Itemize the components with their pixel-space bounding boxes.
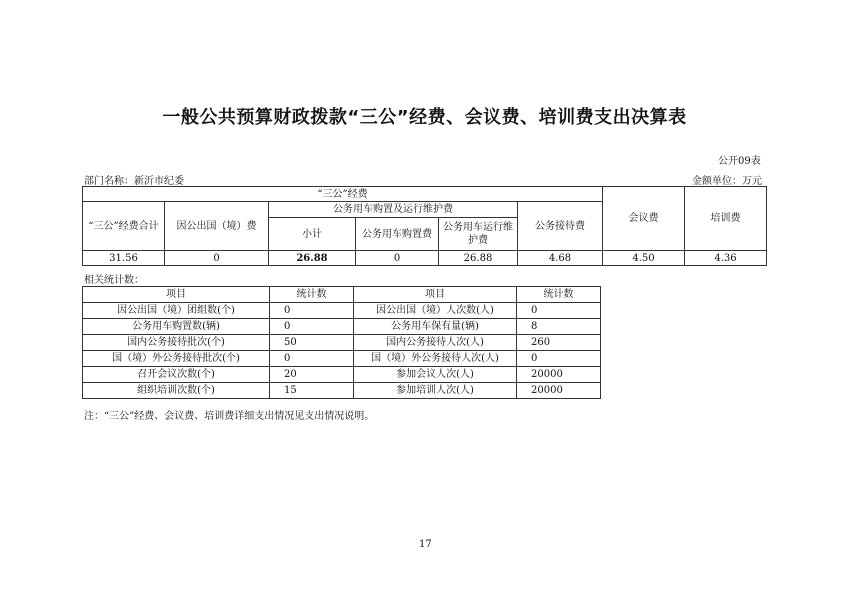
table-row <box>83 351 601 367</box>
value-operate: 26.88 <box>439 251 518 266</box>
stats-item: 国内公务接待批次(个) <box>83 335 270 351</box>
stats-item: 因公出国（境）团组数(个) <box>83 303 270 319</box>
stats-item: 参加培训人次(人) <box>354 383 517 399</box>
value-meeting: 4.50 <box>603 251 685 266</box>
stats-item: 因公出国（境）人次数(人) <box>354 303 517 319</box>
stats-header-count: 统计数 <box>517 287 601 303</box>
stats-count: 260 <box>517 335 601 351</box>
stats-header-item: 项目 <box>354 287 517 303</box>
value-subtotal: 26.88 <box>269 251 356 266</box>
stats-item: 国内公务接待人次(人) <box>354 335 517 351</box>
value-abroad: 0 <box>165 251 269 266</box>
stats-label: 相关统计数： <box>84 275 144 286</box>
value-reception: 4.68 <box>518 251 603 266</box>
table-row <box>83 303 601 319</box>
stats-count: 0 <box>270 319 354 335</box>
stats-item: 召开会议次数(个) <box>83 367 270 383</box>
header-total: “三公”经费合计 <box>83 202 165 251</box>
header-subtotal: 小计 <box>269 218 356 251</box>
table-number: 公开09表 <box>718 156 761 167</box>
header-purchase: 公务用车购置费 <box>356 218 439 251</box>
stats-count: 20000 <box>517 383 601 399</box>
department-name: 部门名称：新沂市纪委 <box>84 176 184 187</box>
document-title: 一般公共预算财政拨款“三公”经费、会议费、培训费支出决算表 <box>162 107 687 128</box>
stats-item: 国（境）外公务接待批次(个) <box>83 351 270 367</box>
header-meeting: 会议费 <box>603 187 685 251</box>
stats-count: 0 <box>517 351 601 367</box>
stats-count: 8 <box>517 319 601 335</box>
footnote: 注：“三公”经费、会议费、培训费详细支出情况见支出情况说明。 <box>84 411 375 422</box>
stats-count: 15 <box>270 383 354 399</box>
value-purchase: 0 <box>356 251 439 266</box>
table-row <box>83 335 601 351</box>
header-operate: 公务用车运行维护费 <box>439 218 518 251</box>
value-total: 31.56 <box>83 251 165 266</box>
stats-count: 0 <box>517 303 601 319</box>
amount-unit: 金额单位：万元 <box>692 176 762 187</box>
header-abroad: 因公出国（境）费 <box>165 202 269 251</box>
table-row <box>83 319 601 335</box>
header-reception: 公务接待费 <box>518 202 603 251</box>
stats-table <box>82 286 601 399</box>
stats-count: 20000 <box>517 367 601 383</box>
header-sangong: “三公”经费 <box>83 187 603 202</box>
header-training: 培训费 <box>685 187 767 251</box>
table-row <box>83 251 767 266</box>
table-row <box>83 367 601 383</box>
value-training: 4.36 <box>685 251 767 266</box>
stats-item: 国（境）外公务接待人次(人) <box>354 351 517 367</box>
expense-table <box>82 186 767 266</box>
stats-count: 0 <box>270 351 354 367</box>
stats-item: 公务用车保有量(辆) <box>354 319 517 335</box>
stats-count: 0 <box>270 303 354 319</box>
stats-item: 组织培训次数(个) <box>83 383 270 399</box>
table-row <box>83 383 601 399</box>
stats-item: 公务用车购置数(辆) <box>83 319 270 335</box>
stats-header-count: 统计数 <box>270 287 354 303</box>
stats-count: 20 <box>270 367 354 383</box>
header-vehicle: 公务用车购置及运行维护费 <box>269 202 518 218</box>
page-number: 17 <box>419 539 432 550</box>
stats-count: 50 <box>270 335 354 351</box>
stats-item: 参加会议人次(人) <box>354 367 517 383</box>
stats-header-item: 项目 <box>83 287 270 303</box>
